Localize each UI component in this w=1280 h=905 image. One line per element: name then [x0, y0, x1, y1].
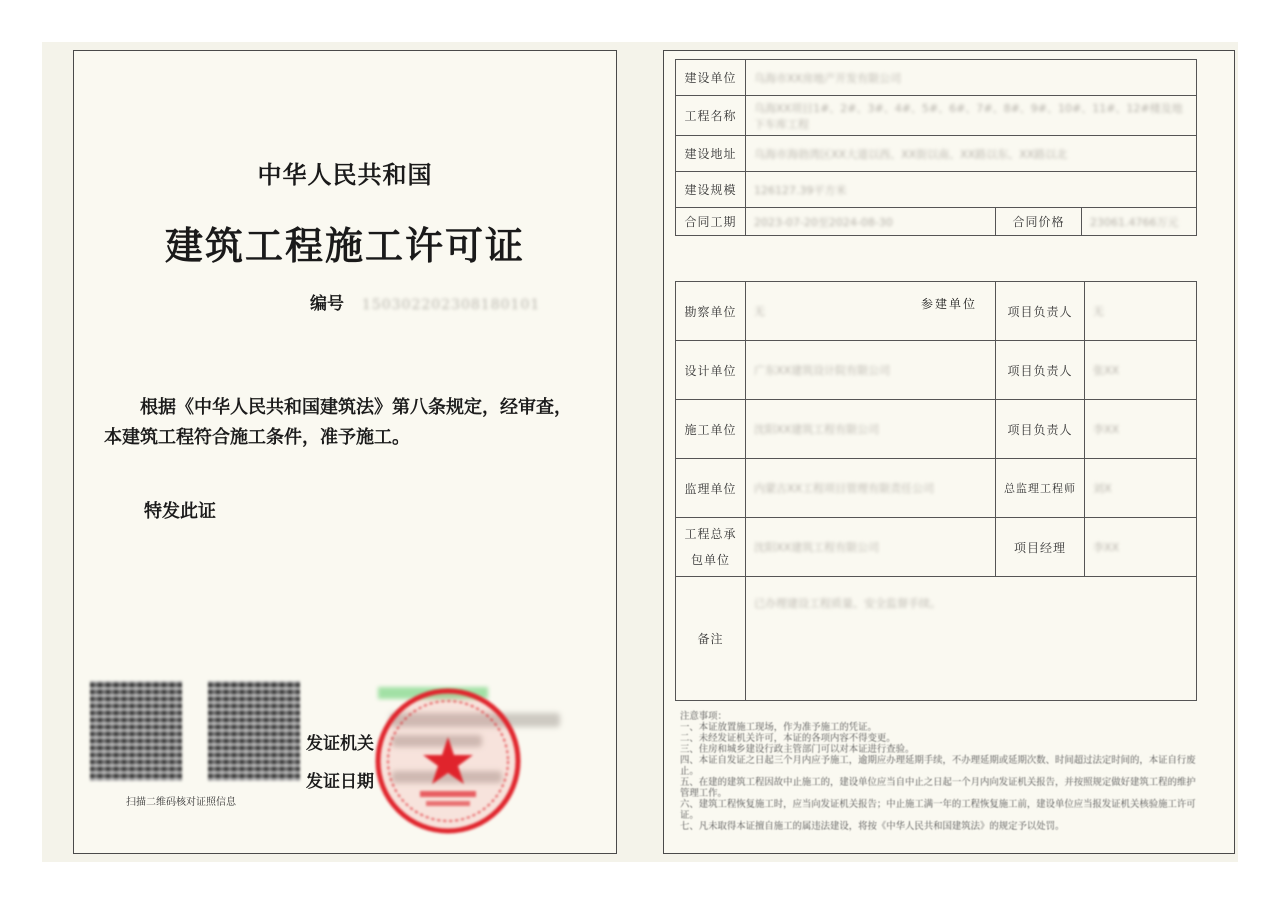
note-item: 三、住房和城乡建设行政主管部门可以对本证进行查验。 — [680, 744, 915, 755]
row-value: 126127.39平方米 — [746, 172, 1197, 208]
person-label: 总监理工程师 — [996, 459, 1085, 518]
role-label: 监理单位 — [676, 459, 746, 518]
note-item: 七、凡未取得本证擅自施工的属违法建设，将按《中华人民共和国建筑法》的规定予以处罚。 — [680, 821, 1065, 832]
participants-title: 参建单位 — [920, 297, 977, 311]
certificate-number-label: 编号 — [310, 294, 344, 314]
person-value: 李XX — [1085, 400, 1197, 459]
price-value: 23061.4766万元 — [1082, 208, 1197, 236]
role-label: 勘察单位 — [676, 282, 746, 341]
issuer-label: 发证机关 — [306, 734, 374, 754]
person-value: 刘X — [1085, 459, 1197, 518]
note-item: 二、未经发证机关许可，本证的各项内容不得变更。 — [680, 733, 896, 744]
row-value: 乌海市海勃湾区XX大道以西、XX街以南、XX路以东、XX路以北 — [746, 136, 1197, 172]
person-label: 项目经理 — [996, 518, 1085, 577]
certificate-title: 建筑工程施工许可证 — [164, 223, 525, 268]
table-row — [676, 577, 1197, 701]
participants-table — [675, 281, 1197, 701]
role-label: 工程总承包单位 — [676, 518, 746, 577]
qr-caption: 扫描二维码核对证照信息 — [126, 797, 236, 808]
person-label: 项目负责人 — [996, 282, 1085, 341]
table-row — [676, 459, 1197, 518]
row-label: 建设单位 — [676, 60, 746, 96]
person-value: 无 — [1085, 282, 1197, 341]
row-label: 工程名称 — [676, 96, 746, 136]
certificate-back-page — [663, 50, 1235, 854]
table-row — [676, 172, 1197, 208]
table-row — [676, 341, 1197, 400]
certificate-number-row — [310, 289, 540, 314]
note-item: 一、本证放置施工现场，作为准予施工的凭证。 — [680, 722, 877, 733]
table-row — [676, 518, 1197, 577]
period-label: 合同工期 — [676, 208, 746, 236]
qr-code-icon — [90, 681, 182, 781]
issue-date-label: 发证日期 — [306, 772, 374, 792]
price-label: 合同价格 — [996, 208, 1082, 236]
special-issue-text: 特发此证 — [144, 501, 216, 522]
org-value: 无 — [746, 282, 996, 341]
role-label: 施工单位 — [676, 400, 746, 459]
note-item: 五、在建的建筑工程因故中止施工的，建设单位应当自中止之日起一个月内向发证机关报告，并按照规定做好建筑工程的维护管理工作。 — [680, 777, 1196, 799]
notes-title: 注意事项： — [680, 711, 727, 722]
table-row — [676, 282, 1197, 341]
table-row — [676, 136, 1197, 172]
certificate-front-page — [73, 50, 617, 854]
org-value: 广东XX建筑设计院有限公司 — [746, 341, 996, 400]
country-name: 中华人民共和国 — [257, 160, 433, 189]
official-seal-icon — [374, 687, 522, 835]
project-info-table — [675, 59, 1197, 236]
role-label: 设计单位 — [676, 341, 746, 400]
table-row — [676, 96, 1197, 136]
table-row — [676, 208, 1197, 236]
person-label: 项目负责人 — [996, 341, 1085, 400]
table-row — [676, 400, 1197, 459]
approval-statement: 根据《中华人民共和国建筑法》第八条规定，经审查，本建筑工程符合施工条件，准予施工。 — [104, 397, 572, 448]
row-label: 建设地址 — [676, 136, 746, 172]
person-value: 李XX — [1085, 518, 1197, 577]
note-item: 六、建筑工程恢复施工时，应当向发证机关报告；中止施工满一年的工程恢复施工前，建设单位应当报发证机关核验施工许可证。 — [680, 799, 1196, 821]
note-item: 四、本证自发证之日起三个月内应予施工，逾期应办理延期手续，不办理延期或延期次数、时间超过法定时间的，本证自行废止。 — [680, 755, 1196, 777]
org-value: 沈阳XX建筑工程有限公司 — [746, 518, 996, 577]
row-value: 乌海XX项目1#、2#、3#、4#、5#、6#、7#、8#、9#、10#、11#、12#楼及地下车库工程 — [746, 96, 1197, 136]
certificate-number-value: 150302202308180101 — [361, 297, 541, 313]
person-label: 项目负责人 — [996, 400, 1085, 459]
qr-code-icon — [208, 681, 300, 781]
notes-section — [680, 711, 1204, 832]
period-value: 2023-07-20至2024-08-30 — [746, 208, 996, 236]
org-value: 内蒙古XX工程项目管理有限责任公司 — [746, 459, 996, 518]
remarks-value: 已办理建设工程质量、安全监督手续。 — [746, 577, 1197, 701]
row-value: 乌海市XX房地产开发有限公司 — [746, 60, 1197, 96]
row-label: 建设规模 — [676, 172, 746, 208]
org-value: 沈阳XX建筑工程有限公司 — [746, 400, 996, 459]
person-value: 张XX — [1085, 341, 1197, 400]
table-row — [676, 60, 1197, 96]
remarks-label: 备注 — [676, 577, 746, 701]
